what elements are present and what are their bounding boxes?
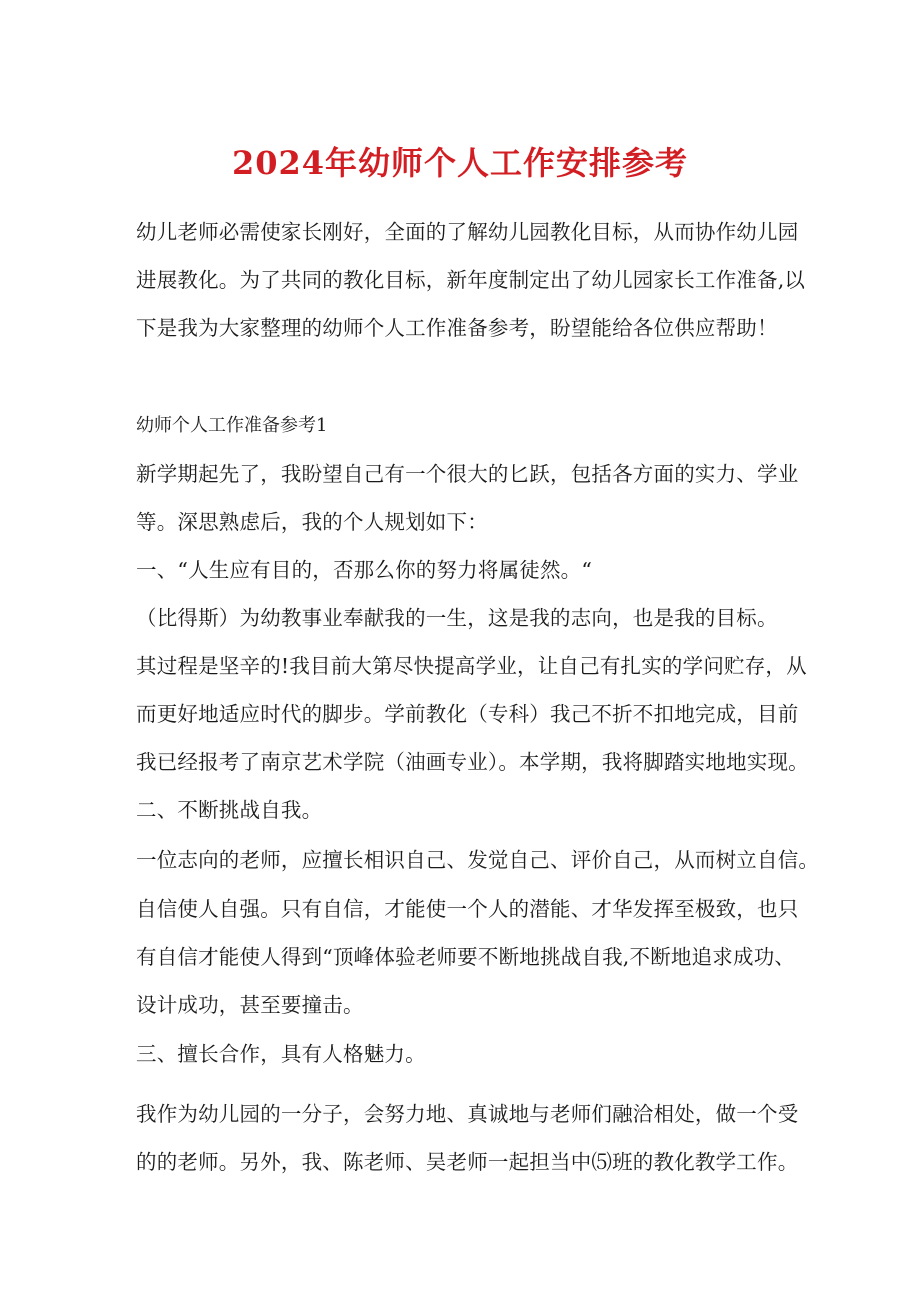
intro-line-2: 进展教化。为了共同的教化目标，新年度制定出了幼儿园家长工作准备,以	[136, 268, 806, 292]
body-line-15: 的的老师。另外，我、陈老师、吴老师一起担当中⑸班的教化教学工作。	[136, 1150, 799, 1174]
body-line-3: 一、“人生应有目的，否那么你的努力将属徒然。“	[136, 558, 593, 582]
body-line-5: 其过程是坚辛的!我目前大第尽快提高学业，让自己有扎实的学问贮存，从	[136, 654, 807, 678]
body-line-4: （比得斯）为幼教事业奉献我的一生，这是我的志向，也是我的目标。	[136, 606, 778, 630]
body-line-10: 自信使人自强。只有自信，才能使一个人的潜能、才华发挥至极致，也只	[136, 897, 799, 921]
section-heading: 幼师个人工作准备参考1	[136, 415, 328, 436]
document-title: 2024年幼师个人工作安排参考	[231, 144, 689, 182]
body-line-9: 一位志向的老师，应擅长相识自己、发觉自己、评价自己，从而树立自信。	[136, 848, 820, 872]
body-line-6: 而更好地适应时代的脚步。学前教化（专科）我己不折不扣地完成，目前	[136, 702, 799, 726]
body-line-1: 新学期起先了，我盼望自己有一个很大的匕跃，包括各方面的实力、学业	[136, 462, 799, 486]
body-line-7: 我已经报考了南京艺术学院（油画专业）。本学期，我将脚踏实地地实现。	[136, 750, 809, 774]
body-line-14: 我作为幼儿园的一分子，会努力地、真诚地与老师们融洽相处，做一个受	[136, 1102, 799, 1126]
body-line-11: 有自信才能使人得到“顶峰体验老师要不断地挑战自我,不断地追求成功、	[136, 945, 796, 969]
intro-line-3: 下是我为大家整理的幼师个人工作准备参考，盼望能给各位供应帮助！	[136, 316, 778, 340]
body-line-12: 设计成功，甚至要撞击。	[136, 993, 364, 1017]
body-line-13: 三、擅长合作，具有人格魅力。	[136, 1042, 426, 1066]
intro-line-1: 幼儿老师必需使家长刚好，全面的了解幼儿园教化目标，从而协作幼儿园	[136, 220, 799, 244]
body-line-2: 等。深思熟虑后，我的个人规划如下：	[136, 510, 488, 534]
body-line-8: 二、不断挑战自我。	[136, 798, 323, 822]
